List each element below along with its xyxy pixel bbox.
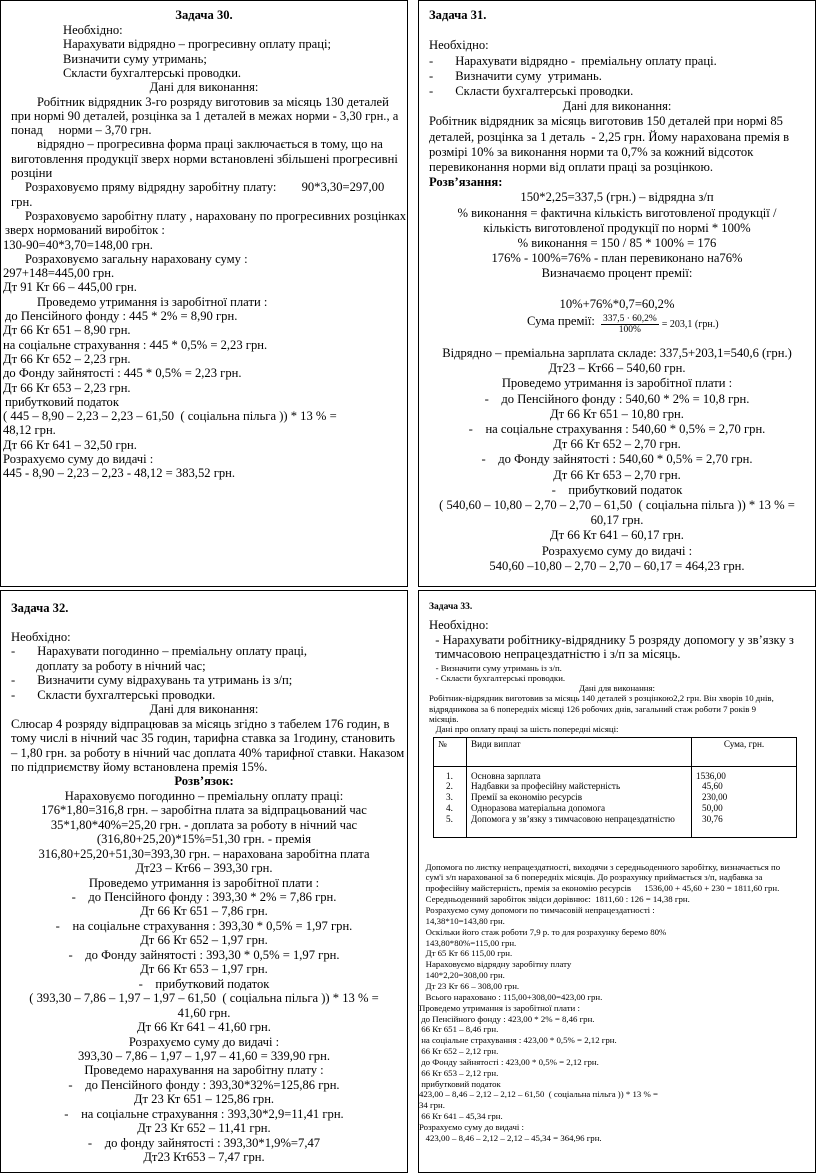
task33-line: прибутковий податок [419,1078,501,1089]
task30-line: відрядно – прогресивна форма праці заключається в тому, що на [37,137,383,152]
table-cell [434,766,467,837]
task31-line: - Визначити суму утримань. [429,68,602,83]
task30-line: Дт 66 Кт 652 – 2,23 грн. [3,351,131,366]
task32-line: - Визначити суму відрахувань та утримань із з/п; [11,673,293,688]
table-cell-value: 45,60 [702,781,723,792]
task32-line: доплату за роботу в нічний час; [11,658,206,673]
task33-line: Дт 23 Кт 66 – 308,00 грн. [419,980,520,991]
table-cell-value: 4. [446,802,453,813]
task32-line: - до Пенсійного фонду : 393,30*32%=125,86 грн. [68,1077,340,1092]
task31-line: - до Фонду зайнятості : 540,60 * 0,5% = 2,70 грн. [481,452,753,467]
task30-line: на соціальне страхування : 445 * 0,5% = 2,23 грн. [3,337,268,352]
task31-line: 150*2,25=337,5 (грн.) – відрядна з/п [520,190,714,205]
table-cell-value: Основна зарплата [471,770,541,781]
task30-line: прибутковий податок [5,394,119,409]
table-cell-value: 3. [446,792,453,803]
premium-fraction [601,314,659,335]
task32-line: - до Фонду зайнятості : 393,30 * 0,5% = 1,97 грн. [68,947,340,962]
table-cell-value: Премії за економію ресурсів [471,792,583,803]
task30-line: Робітник відрядник 3-го розряду виготовив за місяць 130 деталей [37,94,389,109]
table-header-cell: № [434,737,467,766]
task32-line: Необхідно: [11,629,71,644]
table-row [434,766,797,837]
task30-line: Розраховуємо загальну нараховану суму : [25,251,248,266]
task31-line: Відрядно – преміальна зарплата складе: 337,5+203,1=540,6 (грн.) [442,346,792,360]
task32-line: - до фонду зайнятості : 393,30*1,9%=7,47 [87,1135,321,1150]
task30-line: Дт 66 Кт 651 – 8,90 грн. [3,323,131,338]
task33-line: - Визначити суму утримань із з/п. [429,662,562,673]
premium-numerator: 337,5 · 60,2% [602,314,657,324]
task33-line: 66 Кт 652 – 2,12 грн. [419,1046,499,1057]
task33-line: 66 Кт 653 – 2,12 грн. [419,1067,499,1078]
table-cell [692,766,797,837]
task31-line: - прибутковий податок [551,482,683,497]
task31-line: - Скласти бухгалтерські проводки. [429,84,634,98]
task32-line: Дт 66 Кт 653 – 1,97 грн. [140,962,268,977]
task30-line: грн. [11,194,33,209]
table-cell-value: 30,76 [702,813,723,824]
task31-line: Дт 66 Кт 653 – 2,70 грн. [553,467,681,482]
task32-line: - на соціальне страхування : 393,30 * 0,5% = 1,97 грн. [55,918,353,933]
table-cell-value: Одноразова матеріальна допомога [471,802,606,813]
task30-line: Дт 91 Кт 66 – 445,00 грн. [3,280,137,295]
task33-line: Розрахуємо суму до видачі : [419,1122,524,1132]
task30-line: Необхідно: [63,23,123,37]
task31-line: - до Пенсійного фонду : 540,60 * 2% = 10,8 грн. [484,391,750,406]
task30-line: Розраховуємо пряму відрядну заробітну плату: 90*3,30=297,00 [25,180,385,195]
task33-line: до Пенсійного фонду : 423,00 * 2% = 8,46 грн. [419,1013,595,1024]
task33-line: Необхідно: [429,618,489,632]
task-31-panel [418,0,816,587]
task33-line: Нараховуємо відрядну заробітну плату [419,959,572,970]
task30-line: Дт 66 Кт 641 – 32,50 грн. [3,437,137,452]
task33-line: Розрахуємо суму допомоги по тимчасовій непрацездатності : [419,905,655,915]
task33-line: Робітник-відрядник виготовив за місяць 140 деталей з розцінкою2,2 грн. Він хворів 10 днів, [429,693,774,704]
task32-line: - Скласти бухгалтерські проводки. [11,687,216,702]
task33-line: Оскільки його стаж роботи 7,9 р. то для розрахунку беремо 80% [419,926,667,937]
table-cell-value: 50,00 [702,802,723,813]
task33-line: 143,80*80%=115,00 грн. [419,937,517,948]
task33-line: професійну майстерність, премія за економію ресурсів 1536,00 + 45,60 + 230 = 1811,60 грн. [419,883,780,894]
task33-line: 423,00 – 8,46 – 2,12 – 2,12 – 61,50 ( соціальна пільга )) * 13 % = [419,1089,658,1100]
task32-line: - прибутковий податок [138,976,270,991]
premium-result: = 203,1 (грн.) [661,319,719,330]
task32-line: - до Пенсійного фонду : 393,30 * 2% = 7,86 грн. [71,890,337,904]
task33-line: - Скласти бухгалтерські проводки. [429,672,566,683]
task33-line: відрядникова за 6 попередніх місяці 126 робочих днів, загальний стаж роботи 7 років 9 [429,703,757,714]
task32-line: 316,80+25,20+51,30=393,30 грн. – нарахована заробітна плата [38,846,370,861]
task30-line: понад норми – 3,70 грн. [11,123,152,138]
task30-line: Дт 66 Кт 653 – 2,23 грн. [3,380,131,395]
task31-line: 10%+76%*0,7=60,2% [559,296,675,311]
table-cell-value: 230,00 [702,792,728,803]
task32-line: тому числі в нічний час 35 годин, тарифна ставка за 1годину, становить [11,731,396,746]
task31-line: Задача 31. [429,8,487,22]
task32-line: Дт 66 Кт 651 – 7,86 грн. [140,904,268,919]
task32-line: Дані для виконання: [149,702,259,717]
table-cell-value: 1536,00 [696,770,726,781]
task32-line: Дт 23 Кт 652 – 11,41 грн. [137,1121,271,1136]
task33-line: на соціальне страхування : 423,00 * 0,5% = 2,12 грн. [419,1035,617,1046]
task32-line: – 1,80 грн. за роботу в нічний час доплата 40% тарифної ставки. Наказом [11,745,405,760]
task31-line: Дт23 – Кт66 – 540,60 грн. [548,361,686,376]
task33-line: Допомога по листку непрацездатності, виходячи з середньоденного заробітку, визначається по [419,861,781,872]
task31-line: Робітник відрядник за місяць виготовив 150 деталей при нормі 85 [429,114,783,129]
table-cell-value: 1. [446,770,453,781]
task30-line: при нормі 90 деталей, розцінка за 1 деталей в межах норми - 3,30 грн., а [11,108,399,123]
task31-line: % виконання = фактична кількість виготовленої продукції / [457,205,777,220]
task-30-panel [0,0,408,587]
task32-line: Дт 66 Кт 641 – 41,60 грн. [137,1020,271,1035]
premium-label: Сума премії: [527,314,595,328]
task30-line: Нарахувати відрядно – прогресивну оплату праці; [63,37,331,52]
task30-line: Проведемо утримання із заробітної плати : [37,294,268,309]
task31-line: Дані для виконання: [562,99,672,114]
table-cell-value: 5. [446,813,453,824]
task32-line: Проведемо утримання із заробітної плати : [88,875,320,890]
task33-line: 140*2,20=308,00 грн. [419,970,505,981]
task32-line: Дт 23 Кт 651 – 125,86 грн. [133,1092,275,1107]
task30-line: 445 - 8,90 – 2,23 – 2,23 - 48,12 = 383,52 грн. [3,466,236,481]
table-cell-value: 2. [446,781,453,792]
task31-line: % виконання = 150 / 85 * 100% = 176 [517,236,717,250]
task33-line: Дт 65 Кт 66 115,00 грн. [419,948,513,959]
task30-line: 130-90=40*3,70=148,00 грн. [3,237,153,252]
task32-line: - на соціальне страхування : 393,30*2,9=11,41 грн. [64,1106,344,1121]
task33-line: Всього нараховано : 115,00+308,00=423,00 грн. [419,991,603,1002]
task32-line: (316,80+25,20)*15%=51,30 грн. - премія [96,832,312,847]
task30-line: Розрахуємо суму до видачі : [3,452,154,466]
task31-line: 176% - 100%=76% - план перевиконано на76% [491,251,743,266]
task30-line: розціни [11,166,53,180]
task32-line: Нараховуємо погодинно – преміальну оплату праці: [64,788,344,803]
task30-line: ( 445 – 8,90 – 2,23 – 2,23 – 61,50 ( соціальна пільга )) * 13 % = [3,409,337,424]
task33-line: 423,00 – 8,46 – 2,12 – 2,12 – 45,34 = 364,96 грн. [419,1132,602,1143]
task31-line: Дт 66 Кт 651 – 10,80 грн. [550,406,684,421]
task32-line: 41,60 грн. [177,1005,231,1020]
task30-line: 48,12 грн. [3,423,56,438]
task32-line: Проведемо нарахування на заробітну плату : [84,1063,324,1078]
table-cell [467,766,692,837]
task33-line: сум'і з/п нарахованої за 6 попередніх місяців. До розрахунку приймається з/п, надбавка за [419,872,763,883]
task31-line: Дт 66 Кт 641 – 60,17 грн. [550,528,684,543]
task31-line: кількість виготовленої продукції по нормі * 100% [483,220,751,235]
table-cell-value: Надбавки за професійну майстерність [471,781,621,792]
task30-line: виготовлення продукції зверх норми встановлені збільшені прогресивні [11,151,398,166]
task30-line: зверх нормований виробіток : [5,223,165,238]
table-header-cell: Сума, грн. [692,737,797,766]
task33-line: 66 Кт 641 – 45,34 грн. [419,1111,503,1122]
payments-table [433,737,797,838]
task33-line: - Нарахувати робітнику-відряднику 5 розряду допомогу у зв’язку з [429,632,794,647]
premium-formula [527,314,719,335]
task30-line: до Пенсійного фонду : 445 * 2% = 8,90 грн. [5,309,238,323]
task30-line: Скласти бухгалтерські проводки. [63,65,242,80]
task31-line: - на соціальне страхування : 540,60 * 0,5% = 2,70 грн. [468,422,766,436]
task33-line: 34 грн. [419,1100,445,1111]
task32-line: 176*1,80=316,8 грн. – заробітна плата за відпрацьований час [41,803,367,818]
task32-line: Дт23 – Кт66 – 393,30 грн. [135,861,273,876]
task31-line: Визначаємо процент премії: [541,266,693,281]
task33-line: 66 Кт 651 – 8,46 грн. [419,1024,499,1035]
task-33-panel [418,590,816,1173]
table-header-row [434,737,797,766]
task30-line: Визначити суму утримань; [63,51,207,66]
task32-line: 393,30 – 7,86 – 1,97 – 1,97 – 41,60 = 339,90 грн. [78,1048,330,1063]
task32-line: Слюсар 4 розряду відпрацював за місяць згідно з табелем 176 годин, в [11,716,390,731]
task32-line: Розв’язок: [174,774,234,789]
task31-line: Дт 66 Кт 652 – 2,70 грн. [553,437,681,452]
task32-line: Розрахуємо суму до видачі : [128,1034,280,1049]
task30-line: Розраховуємо заробітну плату , нараховану по прогресивних розцінках [25,208,407,223]
task31-line: 60,17 грн. [590,513,644,528]
task33-line: Проведемо утримання із заробітної плати : [419,1002,580,1013]
task33-line: Середньоденний заробіток звідси дорівнює: 1811,60 : 126 = 14,38 грн. [419,894,690,905]
task33-line: тимчасовою непрацездатністю і з/п за місяць. [429,647,681,661]
table-header-cell: Види виплат [467,737,692,766]
task31-line: Необхідно: [429,38,489,53]
task31-line: перевиконання норми від оплати праці за розцінкою. [429,160,714,174]
task31-line: розмірі 10% за виконання норми та 0,7% за кожний відсоток [429,144,754,159]
task32-line: Дт23 Кт653 – 7,47 грн. [143,1150,265,1165]
task31-line: деталей, розцінка за 1 деталь - 2,25 грн. Йому нарахована премія в [429,129,790,144]
task31-line: Розв’язання: [429,175,503,190]
task31-line: Проведемо утримання із заробітної плати : [501,376,733,391]
task33-line: до Фонду зайнятості : 423,00 * 0,5% = 2,12 грн. [419,1056,599,1067]
task33-line: Дані про оплату праці за шість попередні місяці: [429,724,619,735]
task33-line: Дані для виконання: [579,683,655,694]
table-cell-value: Допомога у зв’язку з тимчасовою непрацездатністю [471,813,675,824]
task33-title: Задача 33. [429,602,473,612]
task32-line: Дт 66 Кт 652 – 1,97 грн. [140,933,268,948]
task33-line: місяців. [429,714,459,724]
task32-line: 35*1,80*40%=25,20 грн. - доплата за роботу в нічний час [50,817,358,832]
task-32-panel [0,590,408,1173]
task33-line: 14,38*10=143,80 грн. [419,915,505,926]
task30-line: до Фонду зайнятості : 445 * 0,5% = 2,23 грн. [3,366,242,381]
task32-line: - Нарахувати погодинно – преміальну оплату праці, [11,644,308,659]
task32-line: Задача 32. [11,601,69,615]
task30-line: 297+148=445,00 грн. [3,266,115,281]
task31-line: Розрахуємо суму до видачі : [541,543,693,558]
task30-line: Дані для виконання: [149,80,259,95]
task31-line: ( 540,60 – 10,80 – 2,70 – 2,70 – 61,50 ( соціальна пільга )) * 13 % = [439,498,795,512]
task31-line: - Нарахувати відрядно - преміальну оплату праці. [429,53,717,68]
task30-line: Задача 30. [175,8,233,22]
task32-line: по підприємству йому встановлена премія 15%. [11,759,268,774]
task32-line: ( 393,30 – 7,86 – 1,97 – 1,97 – 61,50 ( соціальна пільга )) * 13 % = [29,991,379,1006]
task31-line: 540,60 –10,80 – 2,70 – 2,70 – 60,17 = 464,23 грн. [489,558,745,573]
premium-denominator: 100% [618,325,641,335]
